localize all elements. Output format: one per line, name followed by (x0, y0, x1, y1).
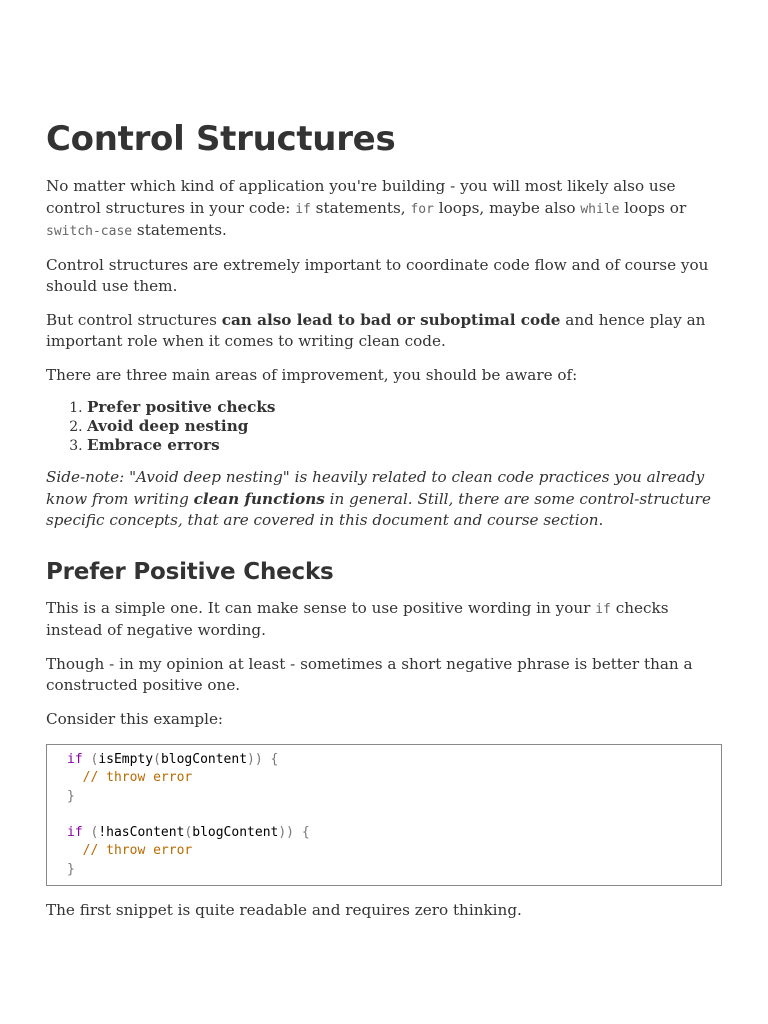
text-span: loops, maybe also (433, 198, 581, 217)
text-span: No matter which kind of application you're building - you will most likely also use control structures in your code: (46, 177, 676, 217)
code-identifier: blogContent (160, 752, 248, 767)
text-span: This is a simple one. It can make sense to use positive wording in your (46, 598, 596, 617)
inline-code-if: if (295, 201, 311, 217)
code-identifier: blogContent (192, 825, 279, 841)
text-span: and hence play an important role when it comes to writing clean code. (46, 310, 706, 350)
code-function: hasContent (106, 825, 185, 841)
text-span: statements, (310, 198, 411, 217)
code-keyword: if (67, 752, 83, 767)
list-item-label: Prefer positive checks (87, 398, 276, 416)
inline-code-while: while (580, 201, 620, 217)
code-punct: { (301, 825, 310, 841)
intro-paragraph-3 (46, 310, 722, 353)
code-punct: ( (90, 752, 99, 767)
text-span: in general. Still, there are some control-structure specific concepts, that are covered in this document and course section. (46, 489, 711, 529)
list-item (87, 398, 722, 417)
improvement-areas-list (46, 398, 722, 455)
inline-code-if: if (595, 601, 611, 617)
inline-code-switch-case: switch-case (46, 224, 133, 239)
code-comment: // throw error (82, 770, 193, 786)
list-item-label: Avoid deep nesting (87, 417, 249, 435)
code-punct: ( (153, 752, 161, 767)
section-paragraph-3: Consider this example: (46, 709, 224, 728)
code-punct: } (67, 861, 75, 877)
code-punct: ( (184, 825, 193, 841)
code-punct: ( (90, 825, 99, 841)
code-block (46, 744, 722, 886)
code-operator: ! (98, 825, 107, 841)
bold-phrase: clean functions (193, 489, 325, 508)
inline-code-for: for (410, 201, 434, 217)
bold-phrase: can also lead to bad or suboptimal code (221, 310, 561, 329)
intro-paragraph-1 (46, 176, 722, 243)
code-function: isEmpty (98, 752, 154, 767)
text-span: statements. (132, 221, 227, 239)
document-page (46, 116, 722, 934)
code-keyword: if (67, 825, 83, 841)
list-item (87, 436, 722, 455)
code-punct: } (67, 788, 75, 804)
page-title: Control Structures (46, 119, 396, 159)
text-span: Side-note: "Avoid deep nesting" is heavily related to clean code practices you already know from writing (46, 468, 705, 508)
side-note (46, 467, 722, 532)
section-paragraph-1 (46, 598, 722, 642)
code-comment: // throw error (82, 843, 193, 859)
section-paragraph-2: Though - in my opinion at least - sometimes a short negative phrase is better than a constructed positive one. (46, 654, 693, 694)
text-span: checks instead of negative wording. (46, 598, 669, 639)
code-punct: )) (247, 752, 263, 767)
list-item-label: Embrace errors (87, 436, 220, 454)
intro-paragraph-2: Control structures are extremely important to coordinate code flow and of course you should use them. (46, 255, 709, 295)
code-punct: )) (278, 825, 294, 841)
section-heading: Prefer Positive Checks (46, 558, 334, 585)
code-punct: { (270, 752, 279, 767)
text-span: But control structures (46, 310, 222, 329)
list-item (87, 417, 722, 436)
text-span: loops or (619, 198, 687, 217)
section-paragraph-4: The first snippet is quite readable and requires zero thinking. (46, 901, 522, 920)
intro-paragraph-4: There are three main areas of improvement, you should be aware of: (46, 365, 578, 384)
